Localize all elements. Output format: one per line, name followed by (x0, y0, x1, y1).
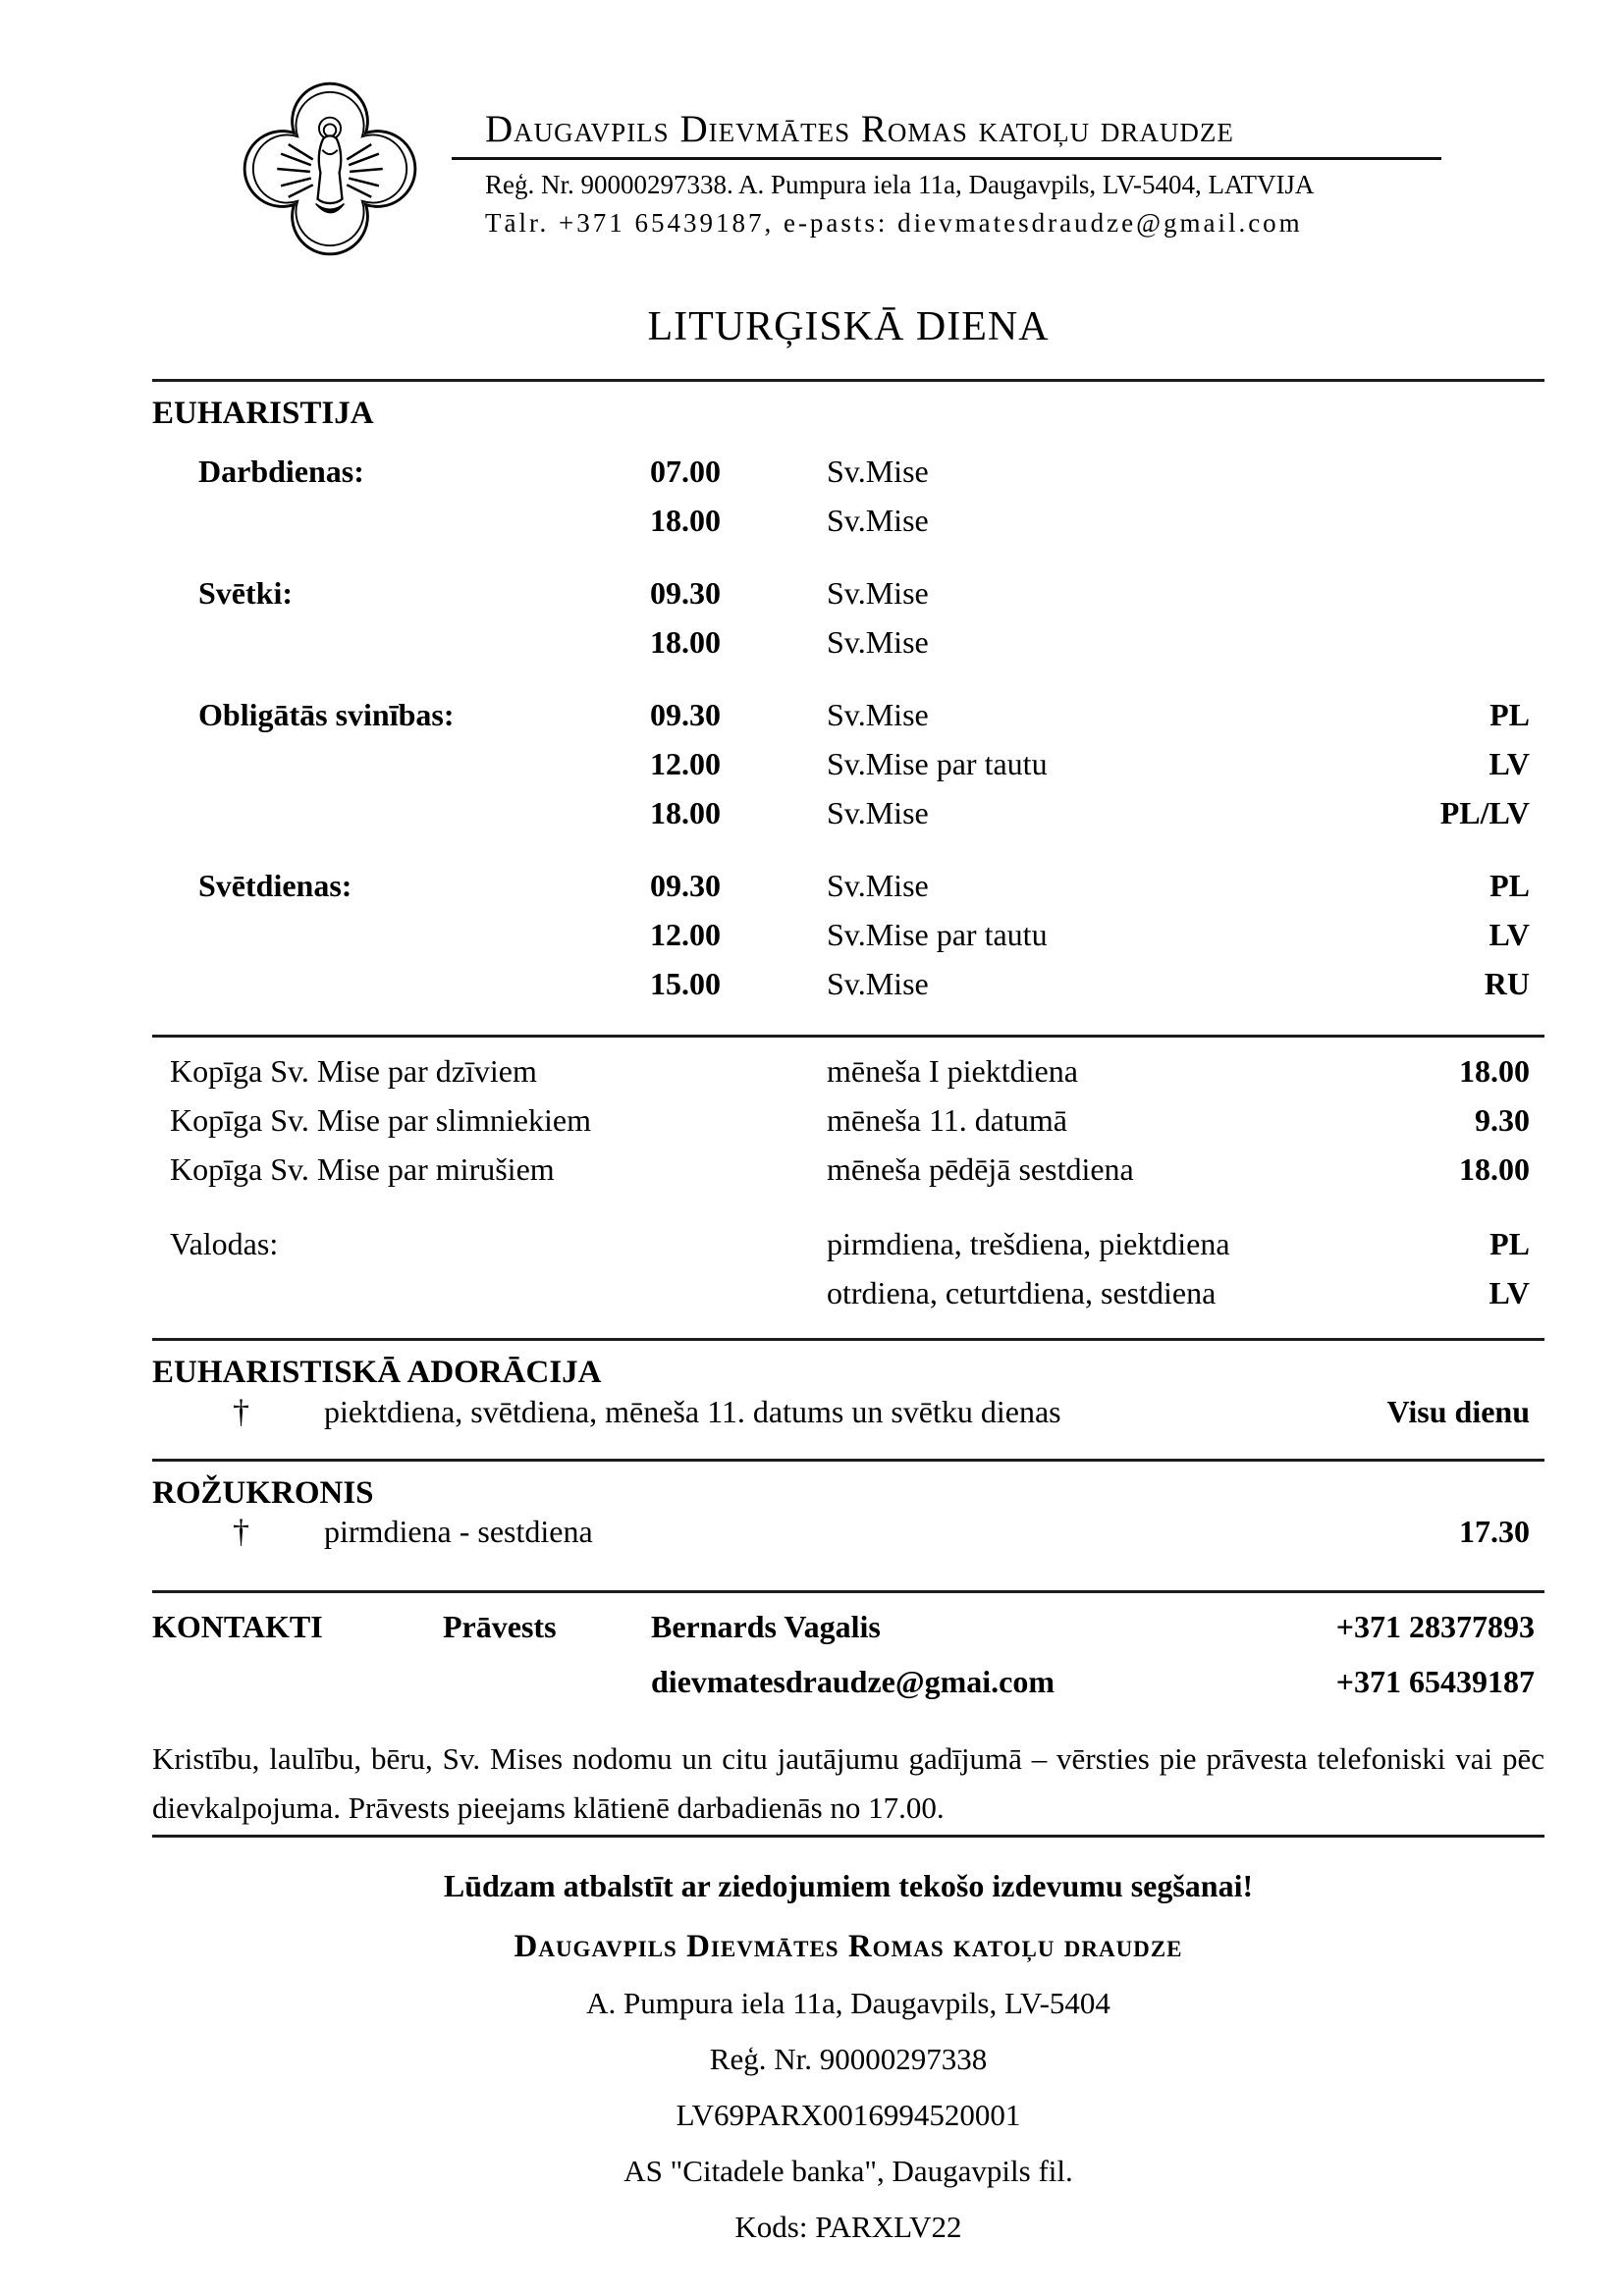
row-time: 18.00 (1459, 1151, 1530, 1188)
row-time: 18.00 (650, 624, 721, 661)
contacts (152, 1609, 1544, 1719)
row-time: 12.00 (650, 917, 721, 953)
row-lang: PL/LV (1439, 795, 1530, 831)
row-label: Obligātās svinības: (198, 697, 455, 733)
mass-schedule (152, 454, 1544, 1015)
row-lang: RU (1484, 966, 1530, 1002)
row-lang: LV (1489, 1275, 1530, 1311)
row-time: 18.00 (1459, 1053, 1530, 1090)
row-desc: Sv.Mise (827, 795, 929, 831)
adoration-heading: EUHARISTISKĀ ADORĀCIJA (152, 1355, 602, 1391)
row-time: 15.00 (650, 966, 721, 1002)
schedule-group-darbdienas (152, 454, 1544, 552)
row-desc: Sv.Mise (827, 503, 929, 539)
section-divider (152, 379, 1544, 382)
page-title: LITURĢISKĀ DIENA (647, 304, 1050, 349)
row-label: Svētdienas: (198, 868, 352, 904)
footer-registration: Reģ. Nr. 90000297338 (709, 2042, 988, 2077)
row-desc: Sv.Mise par tautu (827, 746, 1048, 782)
table-row (152, 1151, 1544, 1201)
madonna-emblem-icon (236, 73, 424, 265)
header-phone-line: Tālr. +371 65439187, e-pasts: dievmatesdraudze@gmail.com (485, 208, 1303, 239)
row-desc: Sv.Mise (827, 454, 929, 490)
section-divider (152, 1835, 1544, 1838)
table-row (152, 795, 1544, 844)
table-row (152, 746, 1544, 795)
contact-role: Prāvests (443, 1608, 557, 1644)
contacts-row (152, 1664, 1544, 1719)
schedule-group-obligatas-svinibas (152, 697, 1544, 844)
row-label: Kopīga Sv. Mise par slimniekiem (170, 1102, 591, 1139)
schedule-group-svetdienas (152, 868, 1544, 1015)
table-row (152, 1275, 1544, 1324)
row-lang: PL (1489, 868, 1530, 904)
row-time: 18.00 (650, 503, 721, 539)
rosary-row (152, 1514, 1544, 1565)
contacts-row (152, 1609, 1544, 1664)
row-label: Darbdienas: (198, 454, 364, 490)
row-time: 9.30 (1475, 1102, 1530, 1139)
row-when: mēneša 11. datumā (827, 1102, 1067, 1139)
schedule-group-svetki (152, 575, 1544, 673)
row-desc: Sv.Mise (827, 868, 929, 904)
table-row (152, 697, 1544, 746)
table-row (152, 454, 1544, 503)
row-days: pirmdiena, trešdiena, piektdiena (827, 1226, 1230, 1262)
header-divider (452, 157, 1441, 160)
row-label: Kopīga Sv. Mise par mirušiem (170, 1151, 555, 1188)
table-row (152, 868, 1544, 917)
footer-org-name: Daugavpils Dievmātes Romas katoļu draudze (514, 1929, 1183, 1965)
footer-bank-code: Kods: PARXLV22 (734, 2210, 962, 2245)
table-row (152, 1053, 1544, 1102)
contact-email: dievmatesdraudze@gmai.com (651, 1663, 1056, 1699)
footer-address: A. Pumpura iela 11a, Daugavpils, LV-5404 (586, 1986, 1110, 2021)
section-divider (152, 1338, 1544, 1341)
table-row (152, 503, 1544, 552)
row-desc: Sv.Mise par tautu (827, 917, 1048, 953)
rays-right (347, 144, 382, 197)
content (152, 304, 1544, 2255)
dagger-icon: † (233, 1513, 249, 1550)
section-divider (152, 1459, 1544, 1462)
contacts-heading: KONTAKTI (152, 1608, 323, 1644)
row-time: 18.00 (650, 795, 721, 831)
contact-phone-2: +371 65439187 (1335, 1663, 1535, 1699)
row-desc: Sv.Mise (827, 966, 929, 1002)
row-time: 12.00 (650, 746, 721, 782)
footer (152, 1919, 1544, 2255)
row-label: Svētki: (198, 575, 293, 612)
table-row (152, 1226, 1544, 1275)
table-row (152, 1102, 1544, 1151)
row-desc: Sv.Mise (827, 575, 929, 612)
donation-appeal: Lūdzam atbalstīt ar ziedojumiem tekošo izdevumu segšanai! (443, 1867, 1254, 1903)
row-desc: Sv.Mise (827, 624, 929, 661)
row-time: 07.00 (650, 454, 721, 490)
row-desc: Sv.Mise (827, 697, 929, 733)
row-time: 09.30 (650, 697, 721, 733)
row-lang: LV (1489, 746, 1530, 782)
section-divider (152, 1590, 1544, 1593)
table-row (152, 917, 1544, 966)
rays-left (277, 144, 312, 197)
parish-logo (236, 73, 424, 265)
row-time: 09.30 (650, 868, 721, 904)
table-row (152, 966, 1544, 1015)
row-days: otrdiena, ceturtdiena, sestdiena (827, 1275, 1217, 1311)
contact-phone-1: +371 28377893 (1335, 1608, 1535, 1644)
contact-name: Bernards Vagalis (651, 1608, 881, 1644)
rosary-heading: ROŽUKRONIS (152, 1474, 374, 1511)
languages-label: Valodas: (170, 1226, 279, 1262)
footer-iban: LV69PARX0016994520001 (676, 2098, 1021, 2133)
rosary-time: 17.30 (1459, 1513, 1530, 1549)
eucharist-heading: EUHARISTIJA (152, 396, 374, 432)
header-registration-line: Reģ. Nr. 90000297338. A. Pumpura iela 11a, Daugavpils, LV-5404, LATVIJA (485, 169, 1315, 199)
dagger-icon: † (233, 1393, 249, 1430)
table-row (152, 624, 1544, 673)
madonna-figure (316, 118, 345, 213)
adoration-row (152, 1394, 1544, 1445)
row-when: mēneša I piektdiena (827, 1053, 1078, 1090)
contact-note: Kristību, laulību, bēru, Sv. Mises nodomu un citu jautājumu gadījumā – vērsties pie prāvesta telefoniski vai pēc dievkalpojuma. Prāvests pieejams klātienē darbadienās no 17.00. (152, 1740, 1544, 1825)
row-time: 09.30 (650, 575, 721, 612)
row-lang: LV (1489, 917, 1530, 953)
table-row (152, 575, 1544, 624)
row-lang: PL (1489, 697, 1530, 733)
org-name: Daugavpils Dievmātes Romas katoļu draudze (485, 108, 1234, 150)
section-divider (152, 1035, 1544, 1038)
row-lang: PL (1489, 1226, 1530, 1262)
adoration-value: Visu dienu (1386, 1393, 1530, 1429)
row-label: Kopīga Sv. Mise par dzīviem (170, 1053, 537, 1090)
rosary-days: pirmdiena - sestdiena (324, 1513, 593, 1549)
row-when: mēneša pēdējā sestdiena (827, 1151, 1134, 1188)
header-text-block (485, 73, 1477, 265)
adoration-days: piektdiena, svētdiena, mēneša 11. datums un svētku dienas (324, 1393, 1061, 1429)
common-masses (152, 1053, 1544, 1324)
header (0, 0, 1624, 265)
footer-bank: AS "Citadele banka", Daugavpils fil. (623, 2154, 1073, 2189)
